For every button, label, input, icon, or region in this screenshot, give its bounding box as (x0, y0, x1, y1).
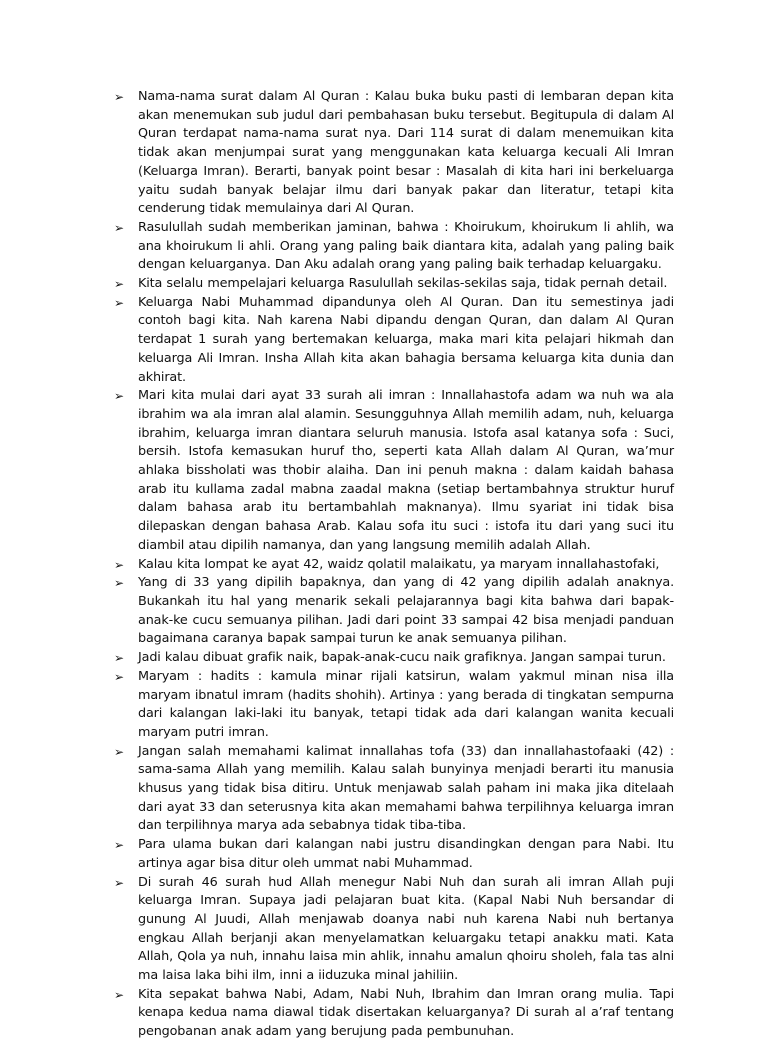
arrow-bullet-icon: ➢ (114, 557, 124, 572)
list-item-text: Kita selalu mempelajari keluarga Rasulullah sekilas-sekilas saja, tidak pernah detail. (138, 276, 668, 292)
arrow-bullet-icon: ➢ (114, 389, 124, 404)
list-item (114, 294, 674, 388)
list-item (114, 275, 674, 294)
list-item-text: Keluarga Nabi Muhammad dipandunya oleh Al Quran. Dan itu semestinya jadi contoh bagi kita. Nah karena Nabi dipandu dengan Quran, dan dalam Al Quran terdapat 1 surah yang bertemakan keluarga, maka mari kita pelajari hikmah dan keluarga Ali Imran. Insha Allah kita akan bahagia bersama keluarga kita dunia dan akhirat. (138, 294, 674, 385)
list-item-text: Rasulullah sudah memberikan jaminan, bahwa : Khoirukum, khoirukum li ahlih, wa ana khoirukum li ahli. Orang yang paling baik diantara kita, adalah yang paling baik dengan keluarganya. Dan Aku adalah orang yang paling baik terhadap keluargaku. (138, 219, 674, 273)
list-item-text: Jadi kalau dibuat grafik naik, bapak-anak-cucu naik grafiknya. Jangan sampai turun. (138, 650, 666, 666)
arrow-bullet-icon: ➢ (114, 651, 124, 666)
list-item-text: Di surah 46 surah hud Allah menegur Nabi Nuh dan surah ali imran Allah puji keluarga Imran. Supaya jadi pelajaran buat kita. (Kapal Nabi Nuh bersandar di gunung Al Juudi, Allah menjawab doanya nabi nuh karena Nabi nuh bertanya engkau Allah berjanji akan menyelamatkan keluargaku tetapi anakku mati. Kata Allah, Qola ya nuh, innahu laisa min ahlik, innahu amalun qhoiru sholeh, fala tas alni ma laisa laka bihi ilm, inni a iiduzuka minal jahiliin. (138, 874, 674, 984)
list-item (114, 668, 674, 743)
bullet-list (114, 88, 674, 1042)
list-item (114, 836, 674, 873)
list-item-text: Kita sepakat bahwa Nabi, Adam, Nabi Nuh, Ibrahim dan Imran orang mulia. Tapi kenapa kedua nama diawal tidak disertakan keluarganya? Di surah al a’raf tentang pengobanan anak adam yang berujung pada pembunuhan. (138, 986, 674, 1040)
list-item (114, 88, 674, 219)
list-item-text: Yang di 33 yang dipilih bapaknya, dan yang di 42 yang dipilih adalah anaknya. Bukankah itu hal yang menarik sekali pelajarannya bagi kita bahwa dari bapak-anak-ke cucu semuanya pilihan. Jadi dari point 33 sampai 42 bisa menjadi panduan bagaimana caranya bapak sampai turun ke anak semuanya pilihan. (138, 575, 674, 647)
arrow-bullet-icon: ➢ (114, 277, 124, 292)
arrow-bullet-icon: ➢ (114, 669, 124, 684)
list-item (114, 219, 674, 275)
list-item-text: Para ulama bukan dari kalangan nabi justru disandingkan dengan para Nabi. Itu artinya agar bisa ditur oleh ummat nabi Muhammad. (138, 837, 674, 871)
arrow-bullet-icon: ➢ (114, 875, 124, 890)
arrow-bullet-icon: ➢ (114, 987, 124, 1002)
list-item-text: Maryam : hadits : kamula minar rijali katsirun, walam yakmul minan nisa illa maryam ibnatul imram (hadits shohih). Artinya : yang berada di tingkatan sempurna dari kalangan laki-laki itu banyak, tetapi tidak ada dari kalangan wanita kecuali maryam putri imran. (138, 668, 674, 740)
list-item (114, 874, 674, 986)
list-item-text: Kalau kita lompat ke ayat 42, waidz qolatil malaikatu, ya maryam innallahastofaki, (138, 556, 660, 572)
arrow-bullet-icon: ➢ (114, 220, 124, 235)
arrow-bullet-icon: ➢ (114, 744, 124, 759)
list-item (114, 556, 674, 575)
arrow-bullet-icon: ➢ (114, 838, 124, 853)
list-item (114, 743, 674, 837)
arrow-bullet-icon: ➢ (114, 295, 124, 310)
list-item (114, 574, 674, 649)
arrow-bullet-icon: ➢ (114, 576, 124, 591)
list-item-text: Mari kita mulai dari ayat 33 surah ali imran : Innallahastofa adam wa nuh wa ala ibrahim wa ala imran alal alamin. Sesungguhnya Allah memilih adam, nuh, keluarga ibrahim, keluarga imran diantara seluruh manusia. Istofa asal katanya sofa : Suci, bersih. Istofa kemasukan huruf tho, seperti kata Allah dalam Al Quran, wa’mur ahlaka bissholati was thobir alaiha. Dan ini penuh makna : dalam kaidah bahasa arab itu kullama zadal mabna zaadal makna (setiap bertambahnya struktur huruf dalam bahasa arab itu bertambahlah maknanya). Ilmu syariat ini tidak bisa dilepaskan dengan bahasa Arab. Kalau sofa itu suci : istofa itu dari yang suci itu diambil atau dipilih namanya, dan yang langsung memilih adalah Allah. (138, 388, 674, 553)
list-item (114, 387, 674, 555)
list-item (114, 986, 674, 1042)
list-item-text: Jangan salah memahami kalimat innallahas tofa (33) dan innallahastofaaki (42) : sama-sama Allah yang memilih. Kalau salah bunyinya menjadi berarti itu manusia khusus yang tidak bisa ditiru. Untuk menjawab salah paham ini maka jika ditelaah dari ayat 33 dan seterusnya kita akan memahami bahwa terpilihnya keluarga imran dan terpilihnya marya ada sebabnya tidak tiba-tiba. (138, 743, 674, 834)
list-item-text: Nama-nama surat dalam Al Quran : Kalau buka buku pasti di lembaran depan kita akan menemukan sub judul dari pembahasan buku tersebut. Begitupula di dalam Al Quran terdapat nama-nama surat nya. Dari 114 surat di dalam menemuikan kita tidak akan menjumpai surat yang menggunakan kata keluarga kecuali Ali Imran (Keluarga Imran). Berarti, banyak point besar : Masalah di kita hari ini berkeluarga yaitu sudah banyak belajar ilmu dari banyak pakar dan literatur, tetapi kita cenderung tidak memulainya dari Al Quran. (138, 89, 674, 217)
list-item (114, 649, 674, 668)
arrow-bullet-icon: ➢ (114, 90, 124, 104)
